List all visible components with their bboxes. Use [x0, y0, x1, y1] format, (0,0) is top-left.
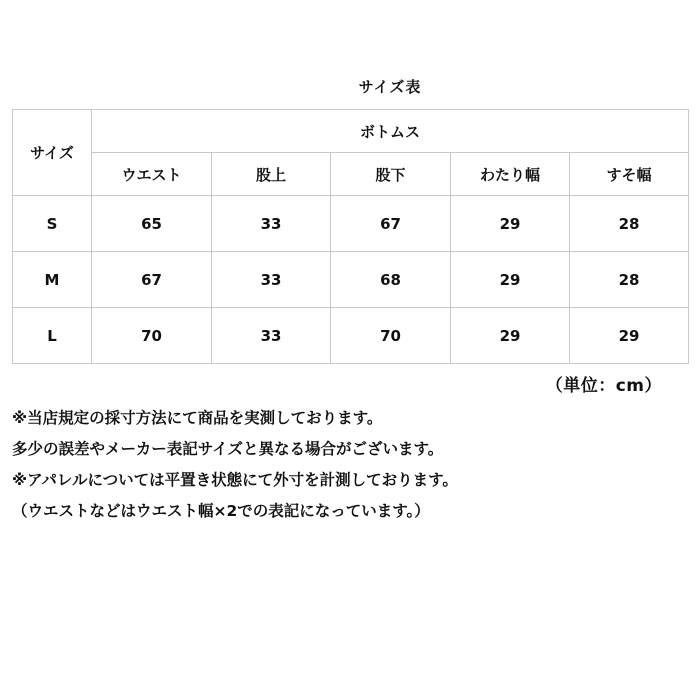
table-cell: 29	[451, 252, 570, 308]
measurement-notes	[12, 403, 692, 527]
table-cell: 28	[570, 252, 689, 308]
size-column-header: サイズ	[13, 110, 92, 196]
column-header-waist: ウエスト	[92, 153, 212, 196]
note-line: 多少の誤差やメーカー表記サイズと異なる場合がございます。	[12, 440, 444, 458]
size-chart-title: サイズ表	[358, 78, 422, 96]
column-header-inseam: 股下	[331, 153, 451, 196]
note-line: （ウエストなどはウエスト幅×2での表記になっています。）	[12, 502, 430, 520]
size-label: S	[13, 196, 92, 252]
column-header-thigh-width: わたり幅	[451, 153, 570, 196]
note-line: ※当店規定の採寸方法にて商品を実測しております。	[12, 409, 383, 427]
table-cell: 29	[570, 308, 689, 364]
table-cell: 29	[451, 196, 570, 252]
table-cell: 33	[212, 196, 331, 252]
table-cell: 33	[212, 252, 331, 308]
table-row-l	[13, 308, 689, 364]
table-header-row	[13, 110, 689, 153]
size-label: L	[13, 308, 92, 364]
table-row-m	[13, 252, 689, 308]
bottoms-group-header: ボトムス	[92, 110, 689, 153]
table-cell: 29	[451, 308, 570, 364]
column-header-rise: 股上	[212, 153, 331, 196]
column-header-hem-width: すそ幅	[570, 153, 689, 196]
size-table	[12, 109, 689, 364]
unit-label: （単位：cm）	[545, 376, 662, 396]
table-cell: 70	[331, 308, 451, 364]
table-row-s	[13, 196, 689, 252]
table-cell: 68	[331, 252, 451, 308]
table-cell: 67	[331, 196, 451, 252]
table-cell: 70	[92, 308, 212, 364]
note-line: ※アパレルについては平置き状態にて外寸を計測しております。	[12, 471, 458, 489]
table-cell: 28	[570, 196, 689, 252]
size-label: M	[13, 252, 92, 308]
table-cell: 65	[92, 196, 212, 252]
table-cell: 33	[212, 308, 331, 364]
table-column-header-row	[13, 153, 689, 196]
table-cell: 67	[92, 252, 212, 308]
